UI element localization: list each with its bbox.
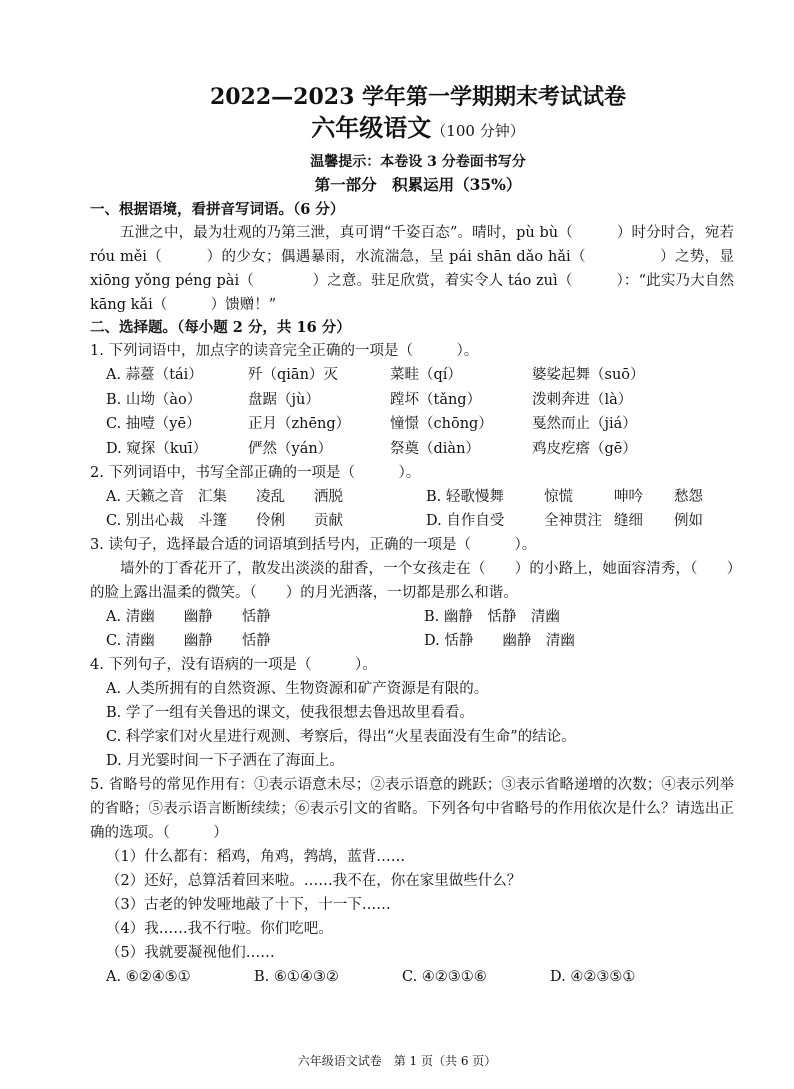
q1-cell: 盘踞（jù） — [248, 391, 320, 408]
q2-cell: A. 天籁之音 — [106, 489, 184, 505]
q4-stem: 4. 下列句子，没有语病的一项是（ ）。 — [90, 657, 377, 673]
q2-cell: 惊慌 — [544, 489, 573, 505]
q3-stem: 3. 读句子，选择最合适的词语填到括号内，正确的一项是（ ）。 — [90, 537, 537, 553]
q4-option-c: C. 科学家们对火星进行观测、考察后，得出“火星表面没有生命”的结论。 — [106, 729, 576, 745]
q1-cell: 戛然而止（jiá） — [532, 416, 637, 432]
section1-passage: 五泄之中，最为壮观的乃第三泄，真可谓“千姿百态”。晴时，pù bù（ ）时分时合，宛若 róu měi（ ）的少女；偶遇暴雨，水流湍急，呈 pái shān dǎo hǎi（ ）之势，显 xiōng yǒng péng pài（ ）之意。驻足欣赏，着实令人 táo zuì（ ）：“此实乃大自然 kāng kǎi（ ）馈赠！” — [90, 225, 734, 313]
section1-heading: 一、根据语境，看拼音写词语。（6 分） — [90, 201, 345, 218]
q3-option-c: C. 清幽 幽静 恬静 — [106, 633, 271, 649]
q2-cell: C. 别出心裁 — [106, 513, 184, 529]
q1-stem: 1. 下列词语中，加点字的读音完全正确的一项是（ ）。 — [90, 343, 479, 359]
q2-cell: B. 轻歌慢舞 — [426, 489, 504, 505]
q2-cell: 贡献 — [314, 513, 343, 529]
q5-item-5: （5）我就要凝视他们…… — [106, 945, 275, 961]
q4-option-a: A. 人类所拥有的自然资源、生物资源和矿产资源是有限的。 — [106, 681, 489, 697]
q2-cell: 全神贯注 — [544, 513, 602, 529]
q1-cell: 蹚坏（tǎng） — [390, 391, 482, 408]
q5-options — [102, 965, 734, 989]
q1-cell: 正月（zhēng） — [248, 416, 351, 432]
q2-cell: 斗篷 — [198, 513, 227, 529]
exam-duration: （100 分钟） — [431, 122, 525, 140]
q5-item-1: （1）什么都有：稻鸡，角鸡，鹁鸪，蓝背…… — [106, 849, 406, 865]
q5-option-c: C. ④②③①⑥ — [402, 969, 487, 985]
q5-option-d: D. ④②③⑤① — [550, 969, 636, 985]
q1-row-a — [102, 363, 734, 388]
q1-cell: 祭奠（diàn） — [390, 440, 480, 457]
q2-stem: 2. 下列词语中，书写全部正确的一项是（ ）。 — [90, 465, 421, 481]
q1-cell: 憧憬（chōng） — [390, 416, 493, 432]
writing-tip: 温馨提示：本卷设 3 分卷面书写分 — [310, 154, 526, 170]
q2-cell: 洒脱 — [314, 489, 343, 505]
q1-cell: B. 山坳（ào） — [106, 391, 202, 408]
q5-option-a: A. ⑥②④⑤① — [106, 969, 191, 985]
q1-cell: 泼刺奔进（là） — [532, 391, 633, 408]
q1-row-d — [102, 437, 734, 462]
subject-name: 六年级语文 — [311, 113, 432, 142]
section2-heading: 二、选择题。（每小题 2 分，共 16 分） — [90, 319, 351, 336]
q5-stem: 5. 省略号的常见作用有：①表示语意未尽；②表示语意的跳跃；③表示省略递增的次数；④表示列举的省略；⑤表示语言断断续续；⑥表示引文的省略。下列各句中省略号的作用依次是什么？请选出正确的选项。（ ） — [90, 777, 734, 841]
q1-row-c — [102, 412, 734, 437]
page-footer: 六年级语文试卷 第 1 页（共 6 页） — [297, 1054, 497, 1068]
q1-row-b — [102, 388, 734, 413]
q2-row-ab — [102, 485, 734, 509]
q1-cell: 菜畦（qí） — [390, 367, 462, 383]
q2-row-cd — [102, 509, 734, 533]
q1-cell: 歼（qiān）灭 — [248, 367, 338, 383]
q4-option-b: B. 学了一组有关鲁迅的课文，使我很想去鲁迅故里看看。 — [106, 705, 474, 721]
q2-cell: 愁怨 — [674, 489, 703, 505]
q3-option-b: B. 幽静 恬静 清幽 — [424, 609, 560, 625]
q3-options-cd — [102, 629, 734, 653]
exam-subject — [102, 112, 734, 147]
q2-cell: 缝细 — [614, 513, 643, 529]
q1-cell: 鸡皮疙瘩（gē） — [532, 440, 637, 457]
q1-cell: 俨然（yán） — [248, 440, 333, 457]
q2-cell: 呻吟 — [614, 489, 643, 505]
q3-passage: 墙外的丁香花开了，散发出淡淡的甜香，一个女孩走在（ ）的小路上，她面容清秀，（ ）的脸上露出温柔的微笑。（ ）的月光洒落，一切都是那么和谐。 — [90, 561, 734, 601]
q1-cell: A. 蒜薹（tái） — [106, 367, 203, 383]
q2-cell: 例如 — [674, 513, 703, 529]
q3-option-d: D. 恬静 幽静 清幽 — [424, 633, 575, 649]
q2-cell: 凌乱 — [256, 489, 285, 505]
q2-cell: 汇集 — [198, 489, 227, 505]
q1-cell: D. 窥探（kuī） — [106, 440, 208, 457]
q5-item-2: （2）还好，总算活着回来啦。……我不在，你在家里做些什么？ — [106, 873, 522, 889]
q2-cell: 伶俐 — [256, 513, 285, 529]
exam-title: 2022—2023 学年第一学期期末考试试卷 — [209, 84, 627, 110]
q1-cell: 婆娑起舞（suō） — [532, 367, 645, 383]
q5-item-4: （4）我……我不行啦。你们吃吧。 — [106, 921, 333, 937]
q1-options — [102, 363, 734, 461]
part-heading: 第一部分 积累运用（35%） — [314, 175, 522, 194]
q5-item-3: （3）古老的钟发哑地敲了十下，十一下…… — [106, 897, 391, 913]
q3-options-ab — [102, 605, 734, 629]
q4-option-d: D. 月光霎时间一下子洒在了海面上。 — [106, 753, 344, 769]
q5-option-b: B. ⑥①④③② — [254, 969, 339, 985]
q2-cell: D. 自作自受 — [426, 513, 505, 529]
q3-option-a: A. 清幽 幽静 恬静 — [106, 609, 271, 625]
q1-cell: C. 抽噎（yē） — [106, 416, 201, 432]
